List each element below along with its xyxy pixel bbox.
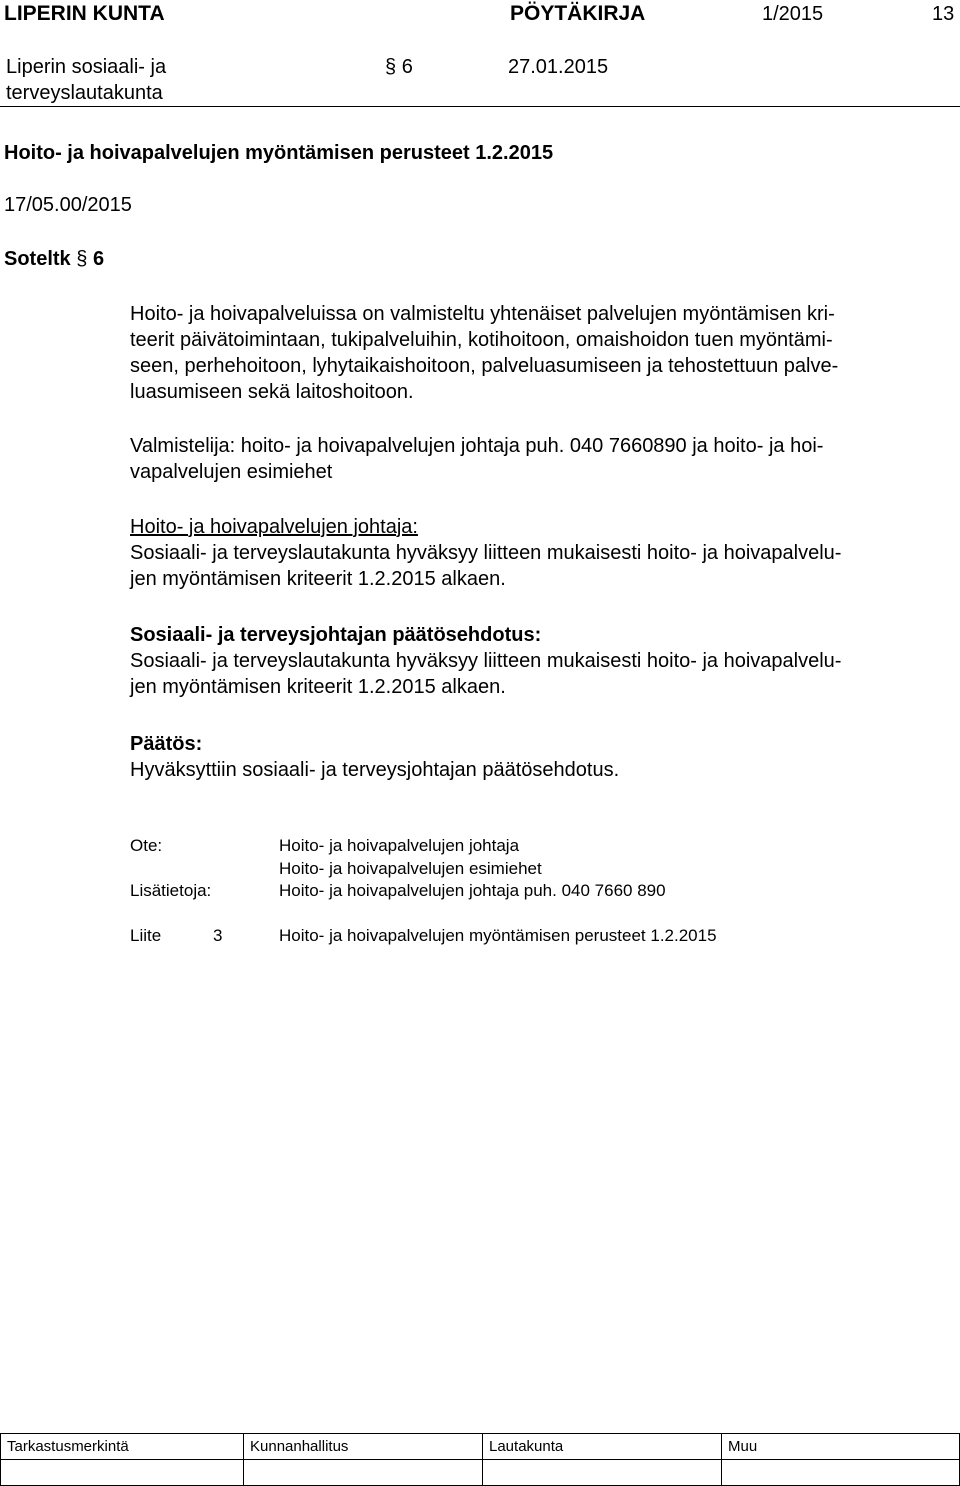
ote-label: Ote:: [130, 836, 163, 855]
section-label-prefix: Soteltk: [4, 248, 71, 270]
attachment-number: 3: [213, 926, 223, 945]
footer-row: [1, 1434, 960, 1460]
intro-line: teerit päivätoimintaan, tukipalveluihin, kotihoitoon, omaishoidon tuen myöntämi-: [130, 329, 833, 351]
section-label: [4, 248, 104, 271]
info-label: Lisätietoja:: [130, 881, 212, 900]
decision-text: Hyväksyttiin sosiaali- ja terveysjohtajan päätösehdotus.: [130, 759, 620, 781]
section-mark-number: 6: [401, 56, 413, 78]
health-director-proposal-line: Sosiaali- ja terveyslautakunta hyväksyy liitteen mukaisesti hoito- ja hoivapalvelu-: [130, 650, 842, 672]
document-type: PÖYTÄKIRJA: [510, 2, 646, 25]
section-sign-icon: §: [76, 248, 88, 270]
header-rule: [0, 106, 960, 107]
footer-row: [1, 1460, 960, 1486]
intro-line: Hoito- ja hoivapalveluissa on valmisteltu yhtenäiset palvelujen myöntämisen kri-: [130, 303, 835, 325]
footer-cell-empty: [1, 1460, 244, 1486]
case-id: 17/05.00/2015: [4, 194, 132, 216]
footer-cell-inspection: Tarkastusmerkintä: [1, 1434, 244, 1460]
preparer-line: vapalvelujen esimiehet: [130, 461, 333, 483]
footer-cell-empty: [483, 1460, 722, 1486]
ote-recipient: Hoito- ja hoivapalvelujen esimiehet: [279, 859, 542, 878]
attachment-label: Liite: [130, 926, 162, 945]
inspection-footer-table: [0, 1433, 960, 1486]
footer-cell-committee: Lautakunta: [483, 1434, 722, 1460]
health-director-proposal: [130, 622, 960, 700]
document-number: 1/2015: [762, 3, 824, 25]
preparer-paragraph: [130, 433, 960, 485]
section-sign-icon: §: [385, 56, 397, 78]
health-director-proposal-heading: Sosiaali- ja terveysjohtajan päätösehdotus:: [130, 624, 542, 646]
attachment-title: Hoito- ja hoivapalvelujen myöntämisen perusteet 1.2.2015: [279, 926, 717, 945]
meeting-date: 27.01.2015: [508, 56, 609, 78]
intro-line: seen, perhehoitoon, lyhytaikaishoitoon, palveluasumiseen ja tehostettuun palve-: [130, 355, 839, 377]
director-proposal-heading: Hoito- ja hoivapalvelujen johtaja:: [130, 516, 418, 538]
footer-cell-empty: [244, 1460, 483, 1486]
intro-paragraph: [130, 301, 960, 405]
municipality-name: LIPERIN KUNTA: [4, 2, 165, 25]
footer-cell-empty: [722, 1460, 960, 1486]
director-proposal: [130, 514, 960, 592]
director-proposal-line: Sosiaali- ja terveyslautakunta hyväksyy liitteen mukaisesti hoito- ja hoivapalvelu-: [130, 542, 842, 564]
decision-heading: Päätös:: [130, 733, 203, 755]
footer-cell-municipal-board: Kunnanhallitus: [244, 1434, 483, 1460]
decision-block: [130, 731, 960, 783]
section-label-number: 6: [92, 248, 105, 270]
section-mark: [385, 56, 413, 79]
ote-recipient: Hoito- ja hoivapalvelujen johtaja: [279, 836, 520, 855]
footer-cell-other: Muu: [722, 1434, 960, 1460]
document-title: Hoito- ja hoivapalvelujen myöntämisen perusteet 1.2.2015: [4, 142, 554, 164]
health-director-proposal-line: jen myöntämisen kriteerit 1.2.2015 alkaen.: [130, 676, 506, 698]
intro-line: luasumiseen sekä laitoshoitoon.: [130, 381, 414, 403]
board-name-line1: Liperin sosiaali- ja: [6, 56, 167, 78]
preparer-line: Valmistelija: hoito- ja hoivapalvelujen johtaja puh. 040 7660890 ja hoito- ja hoi-: [130, 435, 824, 457]
info-text: Hoito- ja hoivapalvelujen johtaja puh. 040 7660 890: [279, 881, 666, 900]
page-number: 13: [932, 3, 955, 25]
director-proposal-line: jen myöntämisen kriteerit 1.2.2015 alkaen.: [130, 568, 506, 590]
board-name-line2: terveyslautakunta: [6, 82, 163, 104]
